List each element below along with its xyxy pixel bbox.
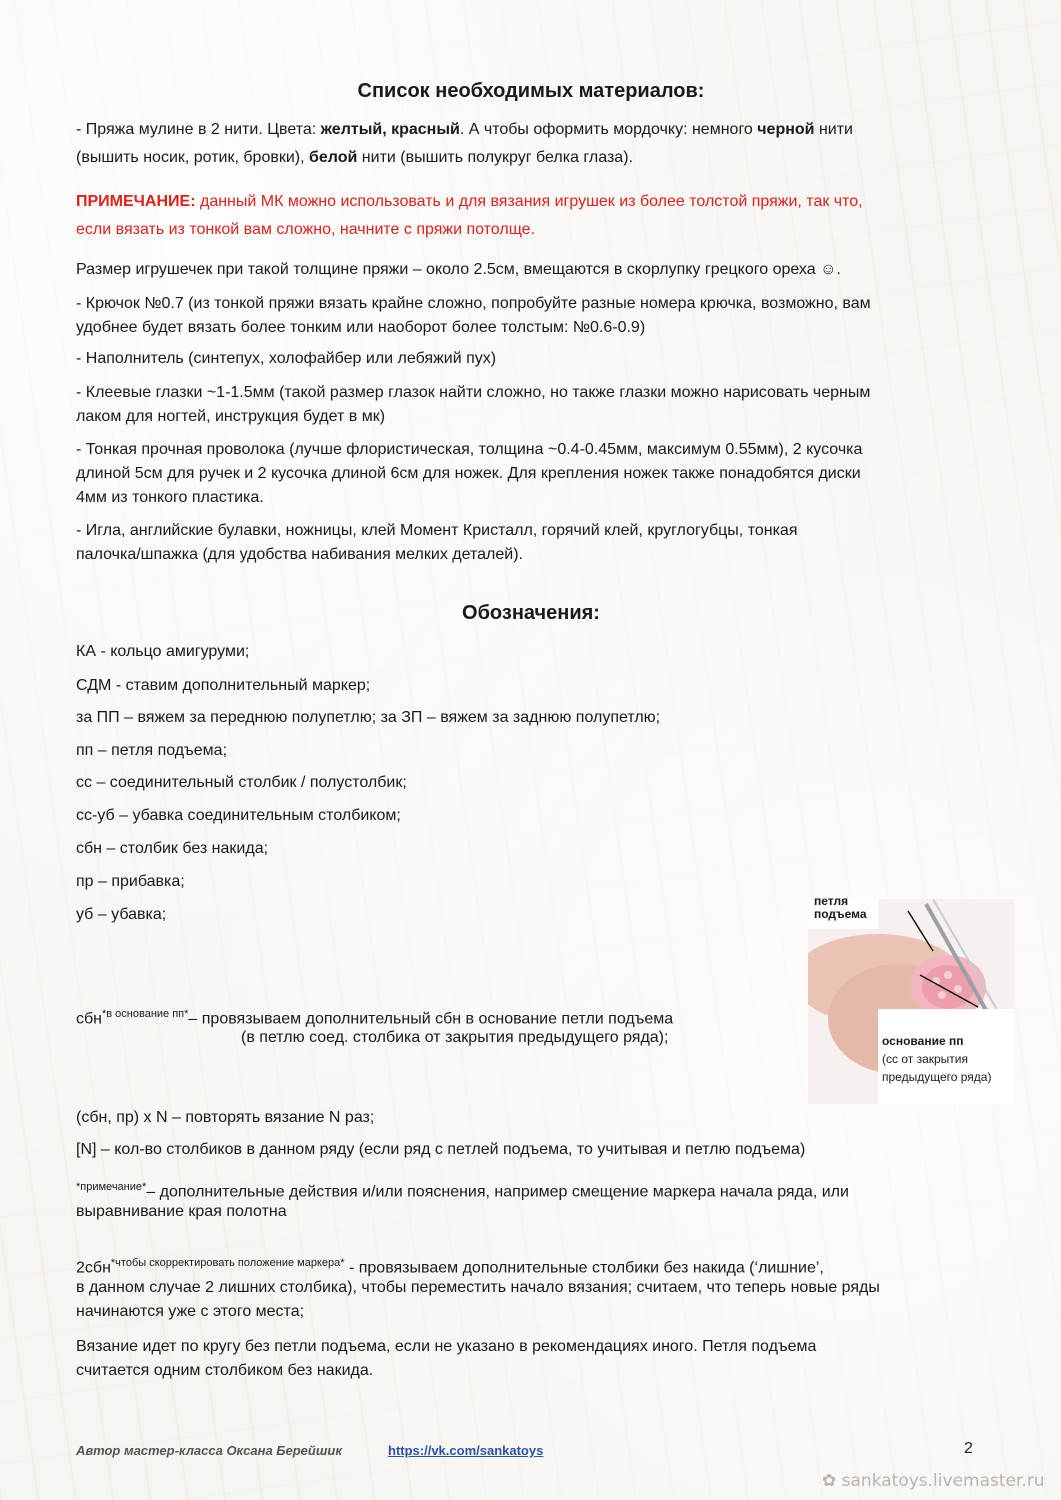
count-line: [N] – кол-во столбиков в данном ряду (если ряд с петлей подъема, то учитывая и петлю подъема) [76, 1141, 806, 1158]
footer-link[interactable]: https://vk.com/sankatoys [388, 1443, 544, 1458]
abbr-line: сс-уб – убавка соединительным столбиком; [76, 807, 401, 824]
flower-icon: ✿ [822, 1471, 842, 1491]
yarn-text: - Пряжа мулине в 2 нити. Цвета: [76, 121, 321, 138]
footer-author: Автор мастер-класса Оксана Берейшик [76, 1443, 342, 1458]
yarn-text-5: нити (вышить полукруг белка глаза). [357, 149, 633, 166]
yarn-black: черной [757, 121, 815, 138]
abbr-line: сс – соединительный столбик / полустолбик; [76, 774, 407, 791]
page-number: 2 [964, 1440, 973, 1457]
photo-label-line: подъема [814, 907, 867, 921]
photo-label-line: основание пп [882, 1034, 964, 1048]
final-line-1: Вязание идет по кругу без петли подъема, если не указано в рекомендациях иного. Петля подъема [76, 1338, 817, 1355]
abbr-line: уб – убавка; [76, 906, 167, 923]
watermark [822, 1471, 1045, 1491]
photo-bottom-label [882, 1032, 991, 1086]
remark-line-2: выравнивание края полотна [76, 1203, 287, 1220]
item-line: - Клеевые глазки ~1-1.5мм (такой размер глазок найти сложно, но также глазки можно нарисовать черным [76, 384, 871, 401]
sbn-base-sup: *в основание пп* [102, 1008, 189, 1020]
remark-sup: *примечание* [76, 1181, 147, 1193]
yarn-text-2: . А чтобы оформить мордочку: немного [459, 121, 758, 138]
photo-label-line: петля [814, 894, 849, 908]
shift-line-2: в данном случае 2 лишних столбика), чтобы переместить начало вязания; считаем, что теперь новые ряды [76, 1279, 880, 1296]
abbr-line: пп – петля подъема; [76, 742, 228, 759]
designations-title: Обозначения: [462, 602, 600, 624]
item-line: - Наполнитель (синтепух, холофайбер или лебяжий пух) [76, 350, 497, 367]
item-line: длиной 5см для ручек и 2 кусочка длиной 6см для ножек. Для крепления ножек также понадобятся диски [76, 465, 861, 482]
shift-sup: *чтобы скорректировать положение маркера* [110, 1257, 345, 1269]
final-line-2: считается одним столбиком без накида. [76, 1362, 374, 1379]
abbr-line: пр – прибавка; [76, 873, 185, 890]
abbr-line: за ПП – вяжем за переднюю полупетлю; за ЗП – вяжем за заднюю полупетлю; [76, 709, 661, 726]
abbr-line: сбн – столбик без накида; [76, 840, 269, 857]
yarn-text-4: (вышить носик, ротик, бровки), [76, 149, 309, 166]
item-line: лаком для ногтей, инструкция будет в мк) [76, 408, 386, 425]
yarn-text-3: нити [814, 121, 853, 138]
shift-term: 2сбн [76, 1259, 111, 1277]
sbn-base-term: сбн [76, 1010, 102, 1028]
abbr-line: КА - кольцо амигуруми; [76, 643, 250, 660]
sbn-base-line-2: (в петлю соед. столбика от закрытия предыдущего ряда); [241, 1029, 669, 1046]
abbr-line: СДМ - ставим дополнительный маркер; [76, 677, 371, 694]
item-line: 4мм из тонкого пластика. [76, 489, 264, 506]
photo-top-label [814, 895, 867, 921]
note-line-1 [76, 190, 863, 214]
item-line: - Крючок №0.7 (из тонкой пряжи вязать крайне сложно, попробуйте разные номера крючка, возможно, вам [76, 295, 871, 312]
remark-text: – дополнительные действия и/или пояснения, например смещение маркера начала ряда, или [146, 1183, 849, 1201]
note-line-2: если вязать из тонкой вам сложно, начните с пряжи потолще. [76, 221, 536, 238]
shift-line-3: начинаются уже с этого места; [76, 1303, 305, 1320]
repeat-line: (сбн, пр) x N – повторять вязание N раз; [76, 1109, 375, 1126]
crochet-photo [808, 894, 1014, 1104]
yarn-white: белой [309, 149, 358, 166]
size-line: Размер игрушечек при такой толщине пряжи – около 2.5см, вмещаются в скорлупку грецкого ореха ☺. [76, 261, 841, 278]
item-line: - Тонкая прочная проволока (лучше флористическая, толщина ~0.4-0.45мм, максимум 0.55мм), 2 кусочка [76, 441, 863, 458]
item-line: - Игла, английские булавки, ножницы, клей Момент Кристалл, горячий клей, круглогубцы, тонкая [76, 522, 798, 539]
photo-label-line: (сс от закрытия [882, 1052, 968, 1066]
item-line: удобнее будет вязать более тонким или наоборот более толстым: №0.6-0.9) [76, 319, 646, 336]
shift-text: - провязываем дополнительные столбики без накида (‘лишние’, [344, 1259, 824, 1277]
item-line: палочка/шпажка (для удобства набивания мелких деталей). [76, 546, 523, 563]
photo-label-line: предыдущего ряда) [882, 1070, 992, 1084]
materials-title: Список необходимых материалов: [357, 80, 705, 102]
yarn-colors: желтый, красный [320, 121, 460, 138]
watermark-text: sankatoys.livemaster.ru [841, 1471, 1045, 1491]
yarn-line-1 [76, 118, 853, 142]
note-label: ПРИМЕЧАНИЕ: [76, 193, 196, 210]
yarn-line-2 [76, 146, 633, 170]
note-text-1: данный МК можно использовать и для вязания игрушек из более толстой пряжи, так что, [195, 193, 863, 210]
sbn-base-text: – провязываем дополнительный сбн в основание петли подъема [188, 1010, 674, 1028]
